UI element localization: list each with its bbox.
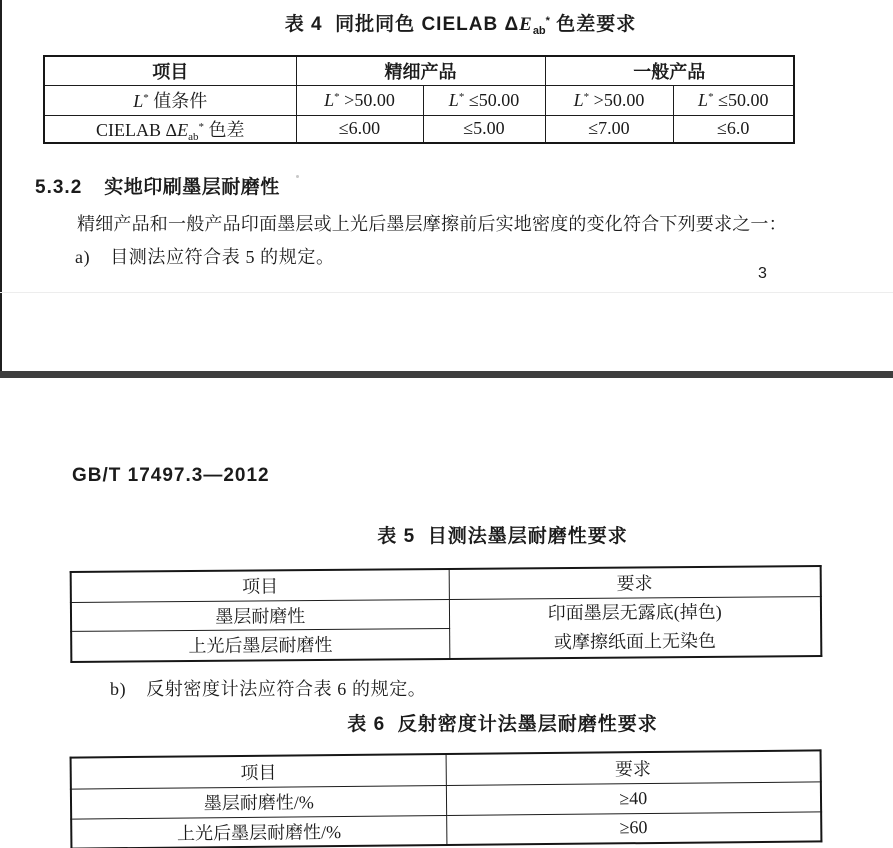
table6-cell-varnished-abrasion-value: ≥60 xyxy=(446,811,821,845)
scan-speckle xyxy=(296,175,299,178)
table4-cell-deltaE-value: ≤6.0 xyxy=(673,115,794,143)
table6-header-item: 项目 xyxy=(71,754,446,789)
table-4-cielab-requirements xyxy=(43,55,795,144)
table4-cell-deltaE-value: ≤7.00 xyxy=(545,115,673,143)
page-separator-bar xyxy=(0,371,893,378)
table5-header-item: 项目 xyxy=(71,569,449,602)
l-sup: * xyxy=(334,90,340,103)
table6-row-varnished-abrasion: 上光后墨层耐磨性/% xyxy=(71,815,446,848)
list-item-a xyxy=(75,243,335,269)
requirement-line1: 印面墨层无露底(掉色) xyxy=(547,601,722,623)
l-var: L xyxy=(698,89,709,110)
table5-header-requirement: 要求 xyxy=(449,566,821,599)
scan-edge-artifact xyxy=(0,0,2,371)
table4-row-l-label xyxy=(44,85,296,115)
table-6-densitometer-abrasion-requirements xyxy=(70,749,823,848)
requirement-line2: 或摩擦纸面上无染色 xyxy=(553,630,717,652)
table4-header-fine-products: 精细产品 xyxy=(296,56,545,85)
l-sup: * xyxy=(708,90,714,103)
table6-header-requirement: 要求 xyxy=(446,750,821,785)
caption-sub: ab xyxy=(532,25,546,37)
table4-cell-l-condition xyxy=(296,85,423,115)
standard-number-header: GB/T 17497.3—2012 xyxy=(72,465,270,486)
l-sup: * xyxy=(143,92,149,104)
table4-cell-deltaE-value: ≤6.00 xyxy=(296,115,423,143)
table4-header-item: 项目 xyxy=(44,56,296,85)
l-value: >50.00 xyxy=(339,89,395,110)
de-sub: ab xyxy=(188,130,199,143)
l-value: >50.00 xyxy=(589,89,645,110)
l-value: ≤50.00 xyxy=(713,89,769,110)
de-label-pre: CIELAB Δ xyxy=(96,119,178,140)
table4-cell-l-condition xyxy=(423,85,545,115)
list-marker-a: a) xyxy=(75,247,91,267)
page-number: 3 xyxy=(758,265,767,282)
table6-caption: 表 6 反射密度计法墨层耐磨性要求 xyxy=(347,714,658,735)
l-var: L xyxy=(573,89,584,110)
l-value: ≤50.00 xyxy=(464,89,520,110)
table4-cell-deltaE-value: ≤5.00 xyxy=(423,115,545,143)
body-paragraph: 精细产品和一般产品印面墨层或上光后墨层摩擦前后实地密度的变化符合下列要求之一： xyxy=(77,214,787,234)
table4-caption xyxy=(0,9,893,36)
table-5-visual-abrasion-requirements xyxy=(70,565,823,662)
de-var: E xyxy=(177,119,189,140)
list-marker-b: b) xyxy=(110,679,127,699)
l-label-text: 值条件 xyxy=(148,91,208,111)
section-heading-5-3-2 xyxy=(35,172,280,199)
caption-var: E xyxy=(519,14,533,35)
table6-row-ink-abrasion: 墨层耐磨性/% xyxy=(71,785,446,819)
l-sup: * xyxy=(458,90,465,103)
list-item-b xyxy=(110,675,426,701)
l-sup: * xyxy=(583,90,590,103)
section-number: 5.3.2 xyxy=(35,177,83,198)
table5-row-varnished-abrasion: 上光后墨层耐磨性 xyxy=(71,629,449,662)
l-var: L xyxy=(133,91,144,111)
table6-cell-ink-abrasion-value: ≥40 xyxy=(446,781,821,815)
table4-row-deltaE-label xyxy=(44,115,296,143)
table4-cell-l-condition xyxy=(545,85,673,115)
l-var: L xyxy=(324,89,335,110)
caption-sup: * xyxy=(545,15,550,27)
list-item-a-text: 目测法应符合表 5 的规定。 xyxy=(110,247,335,267)
de-sup: * xyxy=(198,120,204,133)
table4-header-general-products: 一般产品 xyxy=(545,56,794,85)
de-label-post: 色差 xyxy=(203,119,245,140)
table5-caption: 表 5 目测法墨层耐磨性要求 xyxy=(377,526,628,547)
caption-text: 色差要求 xyxy=(549,14,637,35)
table4-cell-l-condition xyxy=(673,85,794,115)
table5-merged-requirement-cell xyxy=(449,596,821,658)
caption-text: 表 4 同批同色 CIELAB Δ xyxy=(284,14,520,35)
table5-row-ink-abrasion: 墨层耐磨性 xyxy=(71,599,449,632)
section-title: 实地印刷墨层耐磨性 xyxy=(104,177,280,198)
list-item-b-text: 反射密度计法应符合表 6 的规定。 xyxy=(146,679,427,699)
page-bottom-edge xyxy=(0,292,893,293)
l-var: L xyxy=(448,89,459,110)
